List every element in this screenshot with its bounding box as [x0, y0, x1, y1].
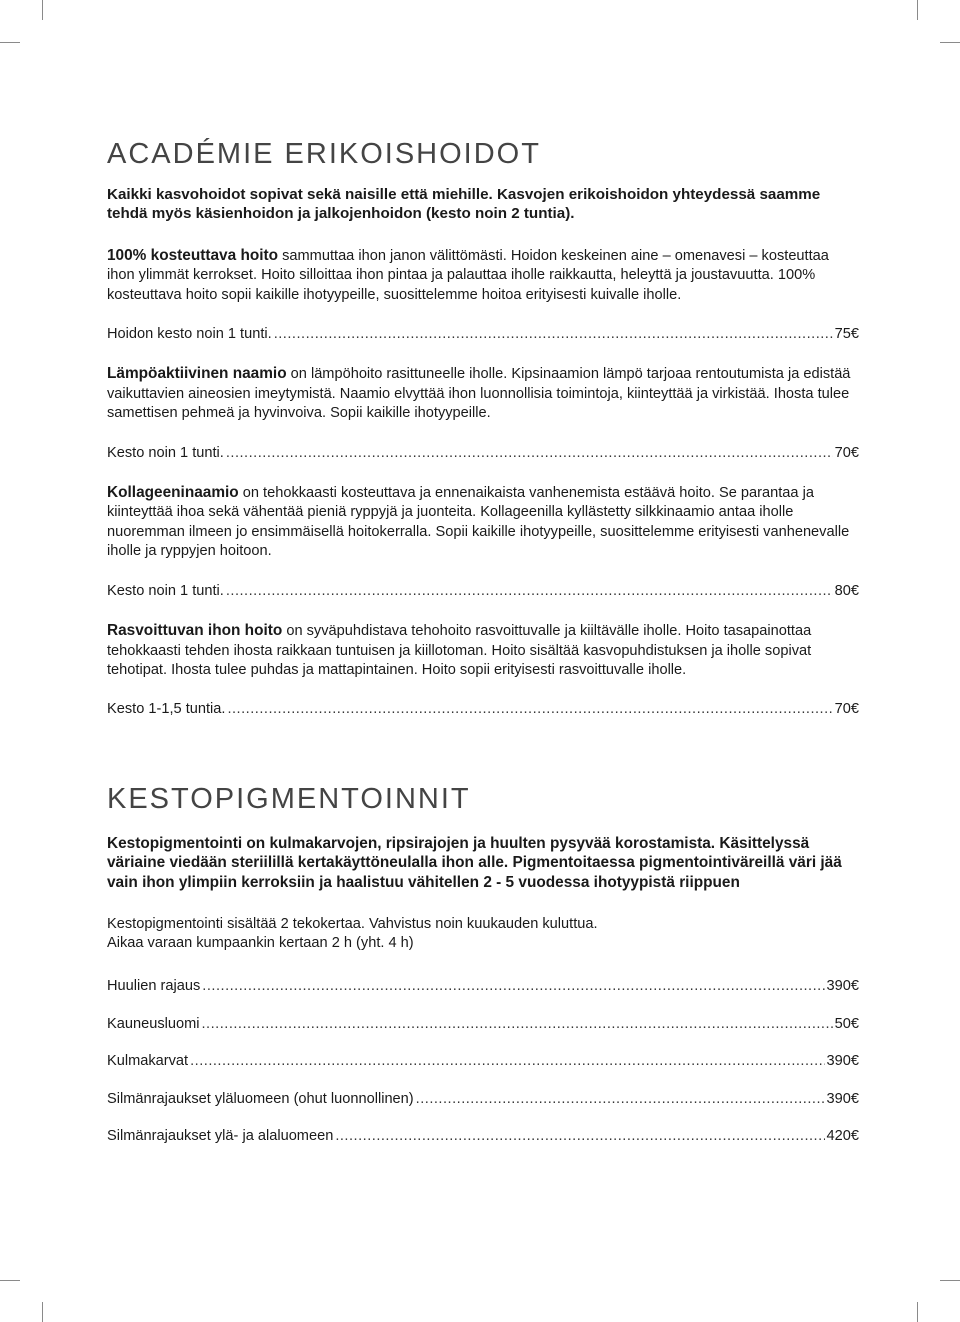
price: 420€	[826, 1127, 859, 1144]
item-label: Silmänrajaukset yläluomeen (ohut luonnollinen)	[107, 1090, 414, 1107]
duration-label: Hoidon kesto noin 1 tunti.	[107, 326, 272, 343]
dot-leader	[202, 1015, 833, 1034]
duration-label: Kesto noin 1 tunti.	[107, 444, 224, 461]
price: 70€	[834, 701, 859, 718]
price: 70€	[834, 444, 859, 461]
item-label: Kulmakarvat	[107, 1053, 189, 1070]
price: 50€	[834, 1015, 859, 1032]
section-intro: Kestopigmentointi on kulmakarvojen, ripsirajojen ja huulten pysyvää korostamista. Käsittelyssä väriaine viedään steriilillä kertakäyttöneulalla ihon alle. Pigmentoitaessa pigmentointiväreillä väri jää vain ihon ylimpiin kerroksiin ja haalistuu vähitellen 2 - 5 vuodessa ihotyypistä riippuen	[107, 834, 842, 891]
dot-leader	[274, 325, 833, 344]
treatment-description: sammuttaa ihon janon välittömästi. Hoidon keskeinen aine – omenavesi – kosteuttaa ihon ylimmät kerrokset. Hoito silloittaa ihon pintaa ja palauttaa iholle raikkautta, heleyttä ja joustavuutta. 100% kosteuttava hoito sopii kaikille ihotyypeille, suosittelemme hoitoa erityisesti kuivalle iholle.	[107, 247, 829, 303]
price-row	[107, 1127, 859, 1146]
duration-label: Kesto noin 1 tunti.	[107, 582, 224, 599]
pigment-info	[107, 915, 859, 954]
duration-label: Kesto 1-1,5 tuntia.	[107, 701, 226, 718]
treatment-description: on tehokkaasti kosteuttava ja ennenaikaista vanhenemista estäävä hoito. Se parantaa ja kiinteyttää ihoa sekä vähentää pieniä ryppyjä ja juonteita. Kollageenilla kyllästetty silkkinaamio antaa iholle nuoremman ilmeen jo ensimmäisellä hoitokerralla. Sopii kaikille ihotyypeille, suosittelemme erityisesti vanhenevalle iholle ja ryppyjen hoitoon.	[107, 485, 850, 560]
treatment-text	[107, 483, 859, 562]
price: 80€	[834, 582, 859, 599]
price-row	[107, 444, 859, 463]
dot-leader	[227, 700, 832, 719]
treatment-text	[107, 621, 859, 680]
treatment-name: 100% kosteuttava hoito	[107, 246, 279, 264]
crop-mark-top-left-h	[0, 42, 20, 43]
treatment-block	[107, 621, 859, 720]
crop-mark-top-left	[42, 0, 43, 20]
price-row	[107, 1090, 859, 1109]
page-content	[107, 140, 859, 1146]
treatment-name: Lämpöaktiivinen naamio	[107, 365, 287, 383]
dot-leader	[226, 582, 833, 601]
price: 390€	[826, 1053, 859, 1070]
price-row	[107, 1052, 859, 1071]
section-title-erikoishoidot: ACADÉMIE ERIKOISHOIDOT	[107, 138, 541, 170]
section-intro: Kaikki kasvohoidot sopivat sekä naisille että miehille. Kasvojen erikoishoidon yhteydessä saamme tehdä myös käsienhoidon ja jalkojenhoidon (kesto noin 2 tuntia).	[107, 186, 821, 223]
dot-leader	[226, 444, 833, 463]
item-label: Kauneusluomi	[107, 1015, 200, 1032]
info-line: Aikaa varaan kumpaankin kertaan 2 h (yht. 4 h)	[107, 934, 414, 951]
crop-mark-bottom-right-h	[940, 1280, 960, 1281]
dot-leader	[190, 1052, 824, 1071]
price-row	[107, 582, 859, 601]
crop-mark-bottom-left	[42, 1302, 43, 1322]
dot-leader	[335, 1127, 824, 1146]
price-row	[107, 325, 859, 344]
treatment-block	[107, 483, 859, 601]
crop-mark-bottom-right	[917, 1302, 918, 1322]
dot-leader	[202, 977, 824, 996]
treatment-description: on syväpuhdistava tehohoito rasvoittuvalle ja kiiltävälle iholle. Hoito tasapainottaa tehokkaasti tehden ihosta raikkaan tuntuisen ja kiillotoman. Hoito sisältää kasvopuhdistuksen ja iholle sopivat tehotipat. Ihosta tulee puhdas ja mattapintainen. Hoito sopii erityisesti rasvoittuvalle iholle.	[107, 623, 812, 678]
dot-leader	[416, 1090, 825, 1109]
treatment-name: Rasvoittuvan ihon hoito	[107, 622, 283, 640]
info-line: Kestopigmentointi sisältää 2 tekokertaa. Vahvistus noin kuukauden kuluttua.	[107, 915, 598, 932]
price-row	[107, 700, 859, 719]
price-row	[107, 977, 859, 996]
treatment-name: Kollageeninaamio	[107, 484, 239, 502]
treatment-text	[107, 364, 859, 423]
section-title-kestopigmentoinnit: KESTOPIGMENTOINNIT	[107, 782, 471, 815]
treatment-block	[107, 246, 859, 345]
crop-mark-bottom-left-h	[0, 1280, 20, 1281]
price-row	[107, 1015, 859, 1034]
crop-mark-top-right	[917, 0, 918, 20]
treatment-text	[107, 246, 859, 305]
item-label: Huulien rajaus	[107, 978, 201, 995]
item-label: Silmänrajaukset ylä- ja alaluomeen	[107, 1127, 334, 1144]
treatment-description: on lämpöhoito rasittuneelle iholle. Kipsinaamion lämpö tarjoaa rentoutumista ja edistää vaikuttavien aineosien imeytymistä. Naamio elvyttää ihon luonnollisia toimintoja, kiinteyttää ja virkistää. Ihosta tulee samettisen pehmeä ja hyvinvoiva. Sopii kaikille ihotyypeille.	[107, 366, 851, 422]
treatment-block	[107, 364, 859, 463]
price: 75€	[834, 326, 859, 343]
price: 390€	[826, 978, 859, 995]
price: 390€	[826, 1090, 859, 1107]
crop-mark-top-right-h	[940, 42, 960, 43]
pigment-price-list	[107, 977, 859, 1146]
